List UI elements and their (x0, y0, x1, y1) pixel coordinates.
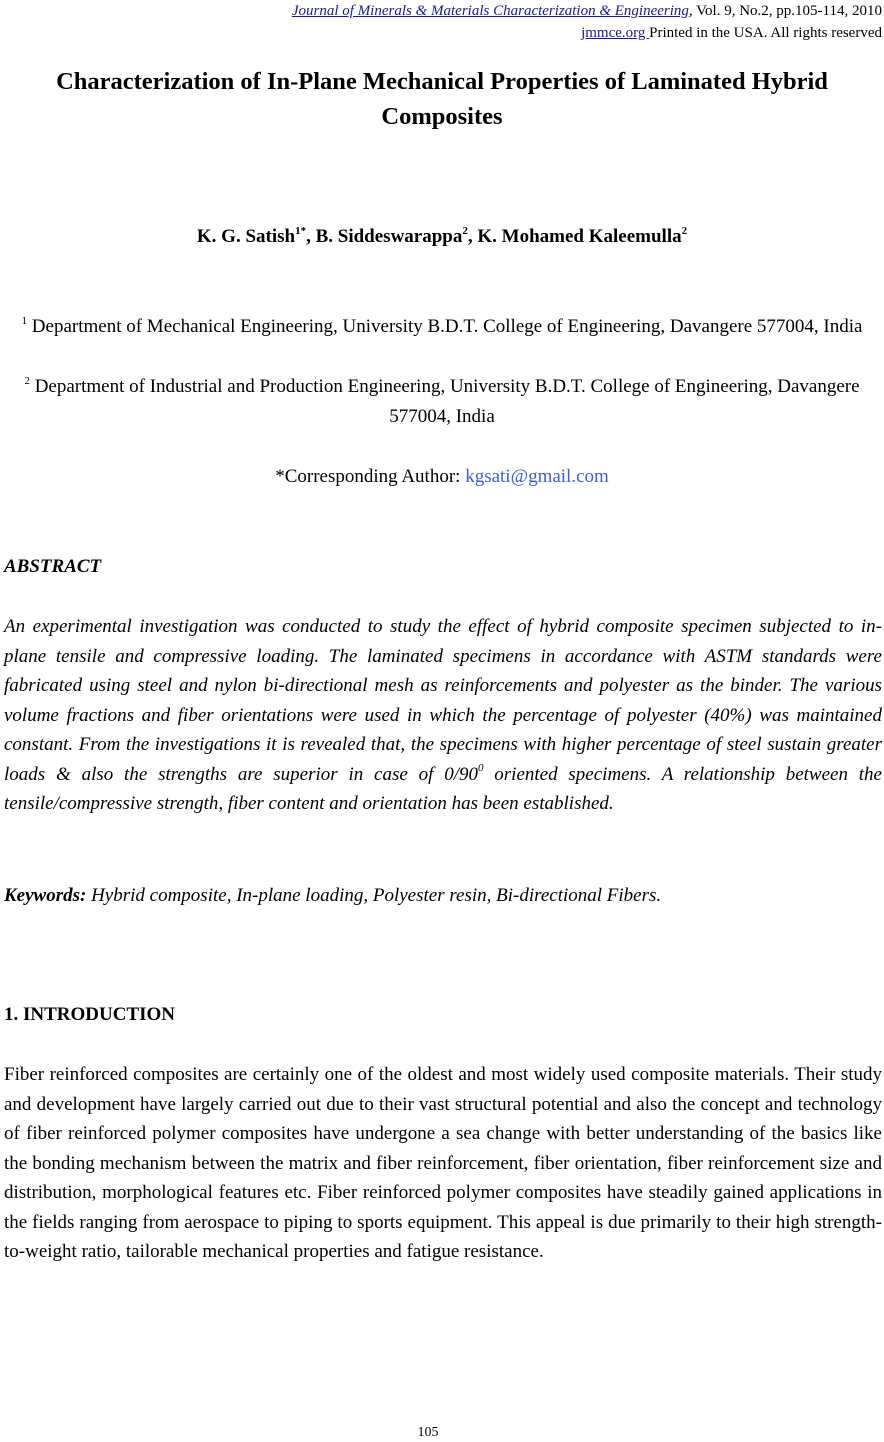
affiliation-mark: 2 (24, 374, 30, 387)
journal-site-link[interactable]: jmmce.org (581, 25, 650, 41)
journal-name-link[interactable]: Journal of Minerals & Materials Characterization & Engineering (291, 3, 689, 19)
affiliation-mark: 1 (21, 314, 28, 327)
author-affiliation-mark: 2 (681, 224, 688, 237)
author-name: , B. Siddeswarappa (306, 226, 463, 247)
author-name: K. G. Satish (196, 226, 296, 247)
author-name: , K. Mohamed Kaleemulla (467, 226, 682, 247)
keywords-line (4, 881, 882, 911)
introduction-paragraph: Fiber reinforced composites are certainly one of the oldest and most widely used composite materials. Their study and development have largely carried out due to their vast structural potential and also the concept and technology of fiber reinforced polymer composites have undergone a sea change with better understanding of the basics like the bonding mechanism between the matrix and fiber reinforcement, fiber orientation, fiber reinforcement size and distribution, morphological features etc. Fiber reinforced polymer composites have steadily gained applications in the fields ranging from aerospace to piping to sports equipment. This appeal is due primarily to their high strength-to-weight ratio, tailorable mechanical properties and fatigue resistance. (4, 1064, 882, 1262)
abstract-text-part: oriented specimens. A relationship between the tensile/compressive strength, fiber content and orientation has been established. (4, 763, 882, 814)
keywords-label: Keywords: (4, 885, 87, 906)
journal-header (292, 0, 882, 44)
abstract-heading: ABSTRACT (4, 556, 102, 577)
affiliation-text: Department of Mechanical Engineering, University B.D.T. College of Engineering, Davangere 577004, India (27, 316, 863, 337)
corresponding-author (0, 462, 884, 492)
rights-line (292, 22, 882, 44)
section-heading-introduction: 1. INTRODUCTION (4, 1004, 176, 1025)
affiliation-2 (0, 372, 884, 432)
paper-title: Characterization of In-Plane Mechanical Properties of Laminated Hybrid Composites (56, 68, 828, 130)
affiliation-1 (0, 312, 884, 342)
abstract-text-part: An experimental investigation was conducted to study the effect of hybrid composite specimen subjected to in-plane tensile and compressive loading. The laminated specimens in accordance with ASTM standards were fabricated using steel and nylon bi-directional mesh as reinforcements and polyester as the binder. The various volume fractions and fiber orientations were used in which the percentage of polyester (40%) was maintained constant. From the investigations it is revealed that, the specimens with higher percentage of steel sustain greater loads & also the strengths are superior in case of 0/90 (4, 616, 882, 785)
rights-text: Printed in the USA. All rights reserved (649, 25, 882, 41)
author-affiliation-mark: 2 (462, 224, 468, 237)
abstract-text (4, 612, 882, 819)
corresponding-email-link[interactable]: kgsati@gmail.com (465, 466, 609, 487)
author-affiliation-mark: 1* (295, 224, 307, 237)
page-number: 105 (417, 1425, 439, 1440)
affiliation-text: Department of Industrial and Production Engineering, University B.D.T. College of Engineering, Davangere 577004, India (29, 376, 860, 427)
journal-citation-line (292, 0, 882, 22)
author-list (0, 224, 884, 250)
journal-volume-info: , Vol. 9, No.2, pp.105-114, 2010 (688, 3, 882, 19)
keywords-text: Hybrid composite, In-plane loading, Polyester resin, Bi-directional Fibers. (86, 885, 662, 906)
degree-superscript: 0 (477, 762, 484, 775)
corresponding-label: *Corresponding Author: (275, 466, 466, 487)
